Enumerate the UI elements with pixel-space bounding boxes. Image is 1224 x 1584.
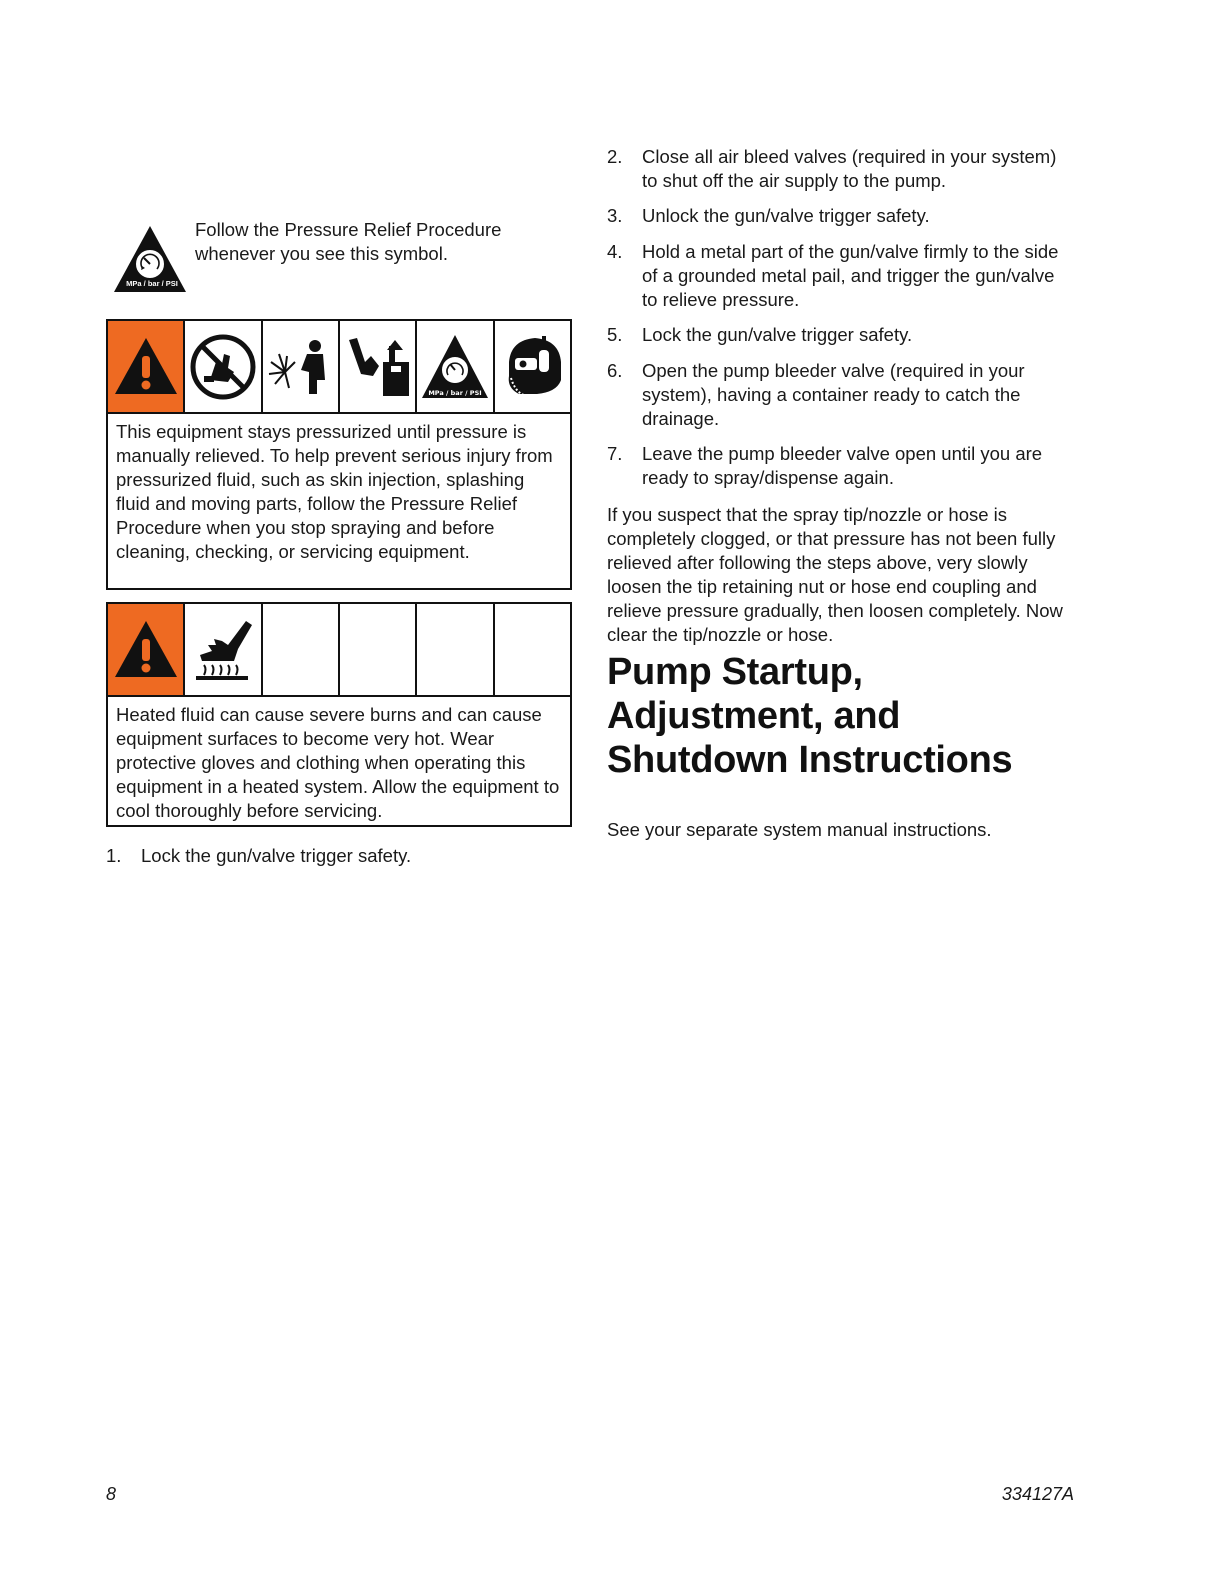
heat-warning-box bbox=[106, 602, 572, 827]
step-number: 1. bbox=[106, 845, 122, 866]
warning-icon-row bbox=[108, 321, 570, 414]
section-heading: Pump Startup, Adjustment, and Shutdown Instructions bbox=[607, 651, 1013, 781]
warning-cell bbox=[108, 321, 183, 412]
pressure-relief-icon bbox=[420, 332, 490, 402]
step-text: Unlock the gun/valve trigger safety. bbox=[642, 205, 930, 226]
empty-icon-cell bbox=[338, 604, 415, 695]
icon-cell bbox=[183, 321, 260, 412]
warning-triangle-icon bbox=[111, 332, 181, 402]
step-text: Open the pump bleeder valve (required in your system), having a container ready to catch the drainage. bbox=[642, 360, 1025, 429]
step-number: 7. bbox=[607, 443, 623, 464]
empty-icon-cell bbox=[493, 604, 570, 695]
splash-injury-icon bbox=[265, 332, 335, 402]
no-hand-over-nozzle-icon bbox=[188, 332, 258, 402]
hot-surface-hand-icon bbox=[188, 615, 258, 685]
warning-cell bbox=[108, 604, 183, 695]
icon-cell bbox=[261, 321, 338, 412]
step-number: 3. bbox=[607, 205, 623, 226]
icon-cell bbox=[183, 604, 260, 695]
step-text: Close all air bleed valves (required in your system) to shut off the air supply to the pump. bbox=[642, 146, 1057, 191]
step-number: 2. bbox=[607, 146, 623, 167]
moving-parts-hand-icon bbox=[343, 332, 413, 402]
face-shield-icon bbox=[497, 332, 567, 402]
empty-icon-cell bbox=[415, 604, 492, 695]
icon-cell bbox=[338, 321, 415, 412]
step-text: Lock the gun/valve trigger safety. bbox=[141, 845, 412, 866]
empty-icon-cell bbox=[261, 604, 338, 695]
document-number: 334127A bbox=[1001, 1484, 1074, 1504]
icon-cell bbox=[493, 321, 570, 412]
step-text: Leave the pump bleeder valve open until you are ready to spray/dispense again. bbox=[642, 443, 1043, 488]
pressure-warning-text: This equipment stays pressurized until pressure is manually relieved. To help prevent serious injury from pressurized fluid, such as skin injection, splashing fluid and moving parts, follow the Pressure Relief Procedure when you stop spraying and before cleaning, checking, or servicing equipment. bbox=[116, 421, 553, 562]
pressure-warning-box bbox=[106, 319, 572, 590]
intro-text: Follow the Pressure Relief Procedure whenever you see this symbol. bbox=[195, 219, 502, 264]
heat-warning-text: Heated fluid can cause severe burns and can cause equipment surfaces to become very hot. Wear protective gloves and clothing when operating this equipment in a heated system. Allow the equipment to cool thoroughly before servicing. bbox=[116, 704, 560, 821]
step-text: Hold a metal part of the gun/valve firmly to the side of a grounded metal pail, and trigger the gun/valve to relieve pressure. bbox=[642, 241, 1059, 310]
step-number: 6. bbox=[607, 360, 623, 381]
pressure-relief-intro bbox=[112, 216, 582, 300]
page-number: 8 bbox=[106, 1484, 117, 1504]
icon-cell bbox=[415, 321, 492, 412]
symbol-label: MPa / bar / PSI bbox=[428, 388, 482, 397]
step-number: 4. bbox=[607, 241, 623, 262]
symbol-label: MPa / bar / PSI bbox=[126, 279, 178, 288]
section-text: See your separate system manual instructions. bbox=[607, 819, 992, 840]
step-text: Lock the gun/valve trigger safety. bbox=[642, 324, 913, 345]
clog-paragraph: If you suspect that the spray tip/nozzle or hose is completely clogged, or that pressure has not been fully relieved after following the steps above, very slowly loosen the tip retaining nut or hose end coupling and relieve pressure gradually, then loosen completely. Now clear the tip/nozzle or hose. bbox=[607, 504, 1063, 645]
step-number: 5. bbox=[607, 324, 623, 345]
warning-icon-row bbox=[108, 604, 570, 697]
warning-triangle-icon bbox=[111, 615, 181, 685]
